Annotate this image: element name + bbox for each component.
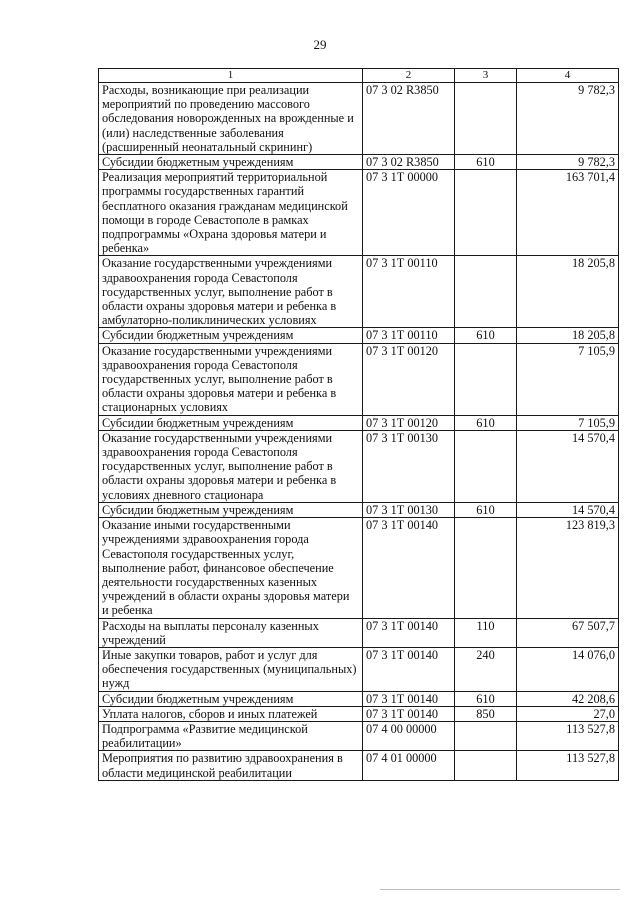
row-type: 240 — [455, 647, 517, 691]
row-code: 07 3 02 R3850 — [363, 155, 455, 170]
row-amount: 7 105,9 — [517, 343, 619, 415]
table-header-row — [99, 69, 619, 83]
row-name: Подпрограмма «Развитие медицинской реабилитации» — [99, 721, 363, 750]
row-name: Реализация мероприятий территориальной программы государственных гарантий бесплатного оказания гражданам медицинской помощи в городе Севастополе в рамках подпрограммы «Охрана здоровья матери и ребенка» — [99, 170, 363, 256]
row-amount: 7 105,9 — [517, 415, 619, 430]
row-amount: 14 570,4 — [517, 430, 619, 502]
table-row — [99, 618, 619, 647]
column-header-type: 3 — [455, 69, 517, 83]
row-name: Оказание государственными учреждениями здравоохранения города Севастополя государственных услуг, выполнение работ в области охраны здоровья матери и ребенка в стационарных условиях — [99, 343, 363, 415]
row-code: 07 3 1Т 00140 — [363, 618, 455, 647]
row-type: 850 — [455, 706, 517, 721]
row-amount: 27,0 — [517, 706, 619, 721]
table-row — [99, 706, 619, 721]
row-code: 07 3 1Т 00110 — [363, 256, 455, 328]
row-type — [455, 518, 517, 618]
row-name: Субсидии бюджетным учреждениям — [99, 155, 363, 170]
row-code: 07 3 1Т 00140 — [363, 706, 455, 721]
row-code: 07 3 1Т 00140 — [363, 647, 455, 691]
table-row — [99, 647, 619, 691]
table-row — [99, 502, 619, 517]
row-code: 07 3 1Т 00140 — [363, 518, 455, 618]
row-name: Оказание иными государственными учреждениями здравоохранения города Севастополя государственных услуг, выполнение работ, финансовое обеспечение деятельности государственных казенных учреждений в области охраны здоровья матери и ребенка — [99, 518, 363, 618]
column-header-code: 2 — [363, 69, 455, 83]
table-row — [99, 751, 619, 780]
row-type: 610 — [455, 415, 517, 430]
row-type — [455, 721, 517, 750]
row-name: Субсидии бюджетным учреждениям — [99, 691, 363, 706]
row-type — [455, 256, 517, 328]
table-row — [99, 256, 619, 328]
row-type — [455, 343, 517, 415]
row-type — [455, 170, 517, 256]
row-name: Субсидии бюджетным учреждениям — [99, 328, 363, 343]
row-amount: 9 782,3 — [517, 155, 619, 170]
column-header-name: 1 — [99, 69, 363, 83]
row-code: 07 3 1Т 00110 — [363, 328, 455, 343]
row-amount: 67 507,7 — [517, 618, 619, 647]
row-amount: 9 782,3 — [517, 83, 619, 155]
row-code: 07 3 1Т 00120 — [363, 415, 455, 430]
row-code: 07 3 1Т 00120 — [363, 343, 455, 415]
row-code: 07 3 1Т 00140 — [363, 691, 455, 706]
row-type: 610 — [455, 691, 517, 706]
row-code: 07 3 02 R3850 — [363, 83, 455, 155]
row-name: Оказание государственными учреждениями здравоохранения города Севастополя государственных услуг, выполнение работ в области охраны здоровья матери и ребенка в амбулаторно-поликлинических условиях — [99, 256, 363, 328]
row-type: 610 — [455, 155, 517, 170]
row-name: Оказание государственными учреждениями здравоохранения города Севастополя государственных услуг, выполнение работ в области охраны здоровья матери и ребенка в условиях дневного стационара — [99, 430, 363, 502]
row-code: 07 3 1Т 00000 — [363, 170, 455, 256]
row-code: 07 4 00 00000 — [363, 721, 455, 750]
table-row — [99, 170, 619, 256]
row-amount: 113 527,8 — [517, 751, 619, 780]
table-row — [99, 328, 619, 343]
row-type: 110 — [455, 618, 517, 647]
row-amount: 18 205,8 — [517, 328, 619, 343]
scan-edge-line — [380, 889, 620, 890]
row-code: 07 3 1Т 00130 — [363, 502, 455, 517]
row-name: Уплата налогов, сборов и иных платежей — [99, 706, 363, 721]
table-row — [99, 518, 619, 618]
row-amount: 18 205,8 — [517, 256, 619, 328]
row-name: Расходы, возникающие при реализации мероприятий по проведению массового обследования новорожденных на врожденные и (или) наследственные заболевания (расширенный неонатальный скрининг) — [99, 83, 363, 155]
row-type — [455, 430, 517, 502]
row-code: 07 4 01 00000 — [363, 751, 455, 780]
table-row — [99, 415, 619, 430]
row-type — [455, 751, 517, 780]
row-name: Субсидии бюджетным учреждениям — [99, 502, 363, 517]
table-row — [99, 155, 619, 170]
table-row — [99, 83, 619, 155]
row-amount: 163 701,4 — [517, 170, 619, 256]
row-name: Мероприятия по развитию здравоохранения в области медицинской реабилитации — [99, 751, 363, 780]
row-code: 07 3 1Т 00130 — [363, 430, 455, 502]
row-type: 610 — [455, 502, 517, 517]
row-amount: 113 527,8 — [517, 721, 619, 750]
row-type: 610 — [455, 328, 517, 343]
table-row — [99, 691, 619, 706]
row-amount: 14 076,0 — [517, 647, 619, 691]
page-number: 29 — [313, 37, 327, 52]
row-type — [455, 83, 517, 155]
row-amount: 123 819,3 — [517, 518, 619, 618]
table-row — [99, 343, 619, 415]
row-amount: 14 570,4 — [517, 502, 619, 517]
table-row — [99, 721, 619, 750]
column-header-amount: 4 — [517, 69, 619, 83]
row-amount: 42 208,6 — [517, 691, 619, 706]
row-name: Иные закупки товаров, работ и услуг для обеспечения государственных (муниципальных) нужд — [99, 647, 363, 691]
row-name: Субсидии бюджетным учреждениям — [99, 415, 363, 430]
budget-table — [98, 68, 619, 781]
row-name: Расходы на выплаты персоналу казенных учреждений — [99, 618, 363, 647]
table-row — [99, 430, 619, 502]
